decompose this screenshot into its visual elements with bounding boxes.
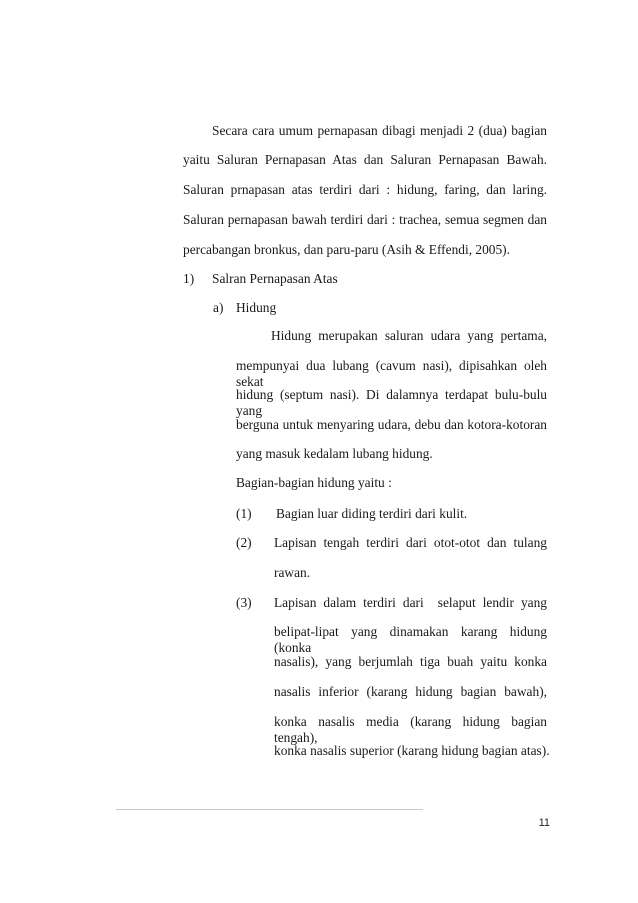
list-item-line: nasalis inferior (karang hidung bagian bawah), [274, 684, 547, 699]
list-item-line: Lapisan dalam terdiri dari selaput lendir yang [274, 595, 547, 610]
section-number: 1) [183, 271, 195, 286]
section-heading: Salran Pernapasan Atas [212, 271, 338, 286]
list-item-line: belipat-lipat yang dinamakan karang hidung (konka [274, 624, 547, 655]
paragraph-line: Hidung merupakan saluran udara yang pertama, [271, 328, 547, 343]
list-item-line: Lapisan tengah terdiri dari otot-otot dan tulang [274, 535, 547, 550]
paragraph-line: mempunyai dua lubang (cavum nasi), dipisahkan oleh sekat [236, 358, 547, 389]
paragraph-line: yang masuk kedalam lubang hidung. [236, 446, 433, 461]
list-number: (2) [236, 535, 252, 550]
list-item-line: rawan. [274, 565, 311, 580]
page-number: 11 [538, 817, 550, 829]
list-number: (3) [236, 595, 252, 610]
subsection-heading: Hidung [236, 300, 277, 315]
paragraph-line: yaitu Saluran Pernapasan Atas dan Saluran Pernapasan Bawah. [183, 152, 547, 167]
list-item-line: Bagian luar diding terdiri dari kulit. [276, 506, 468, 521]
subsection-number: a) [213, 300, 224, 315]
paragraph-line: percabangan bronkus, dan paru-paru (Asih & Effendi, 2005). [183, 242, 510, 257]
paragraph-line: Secara cara umum pernapasan dibagi menjadi 2 (dua) bagian [212, 123, 547, 138]
paragraph-line: berguna untuk menyaring udara, debu dan kotora-kotoran [236, 417, 547, 432]
list-intro: Bagian-bagian hidung yaitu : [236, 475, 392, 490]
list-item-line: konka nasalis media (karang hidung bagian tengah), [274, 714, 547, 745]
list-item-line: konka nasalis superior (karang hidung bagian atas). [274, 743, 550, 758]
paragraph-line: hidung (septum nasi). Di dalamnya terdapat bulu-bulu yang [236, 387, 547, 418]
list-item-line: nasalis), yang berjumlah tiga buah yaitu konka [274, 654, 547, 669]
paragraph-line: Saluran prnapasan atas terdiri dari : hidung, faring, dan laring. [183, 182, 547, 197]
footer-divider [116, 809, 423, 810]
paragraph-line: Saluran pernapasan bawah terdiri dari : trachea, semua segmen dan [183, 212, 547, 227]
list-number: (1) [236, 506, 252, 521]
